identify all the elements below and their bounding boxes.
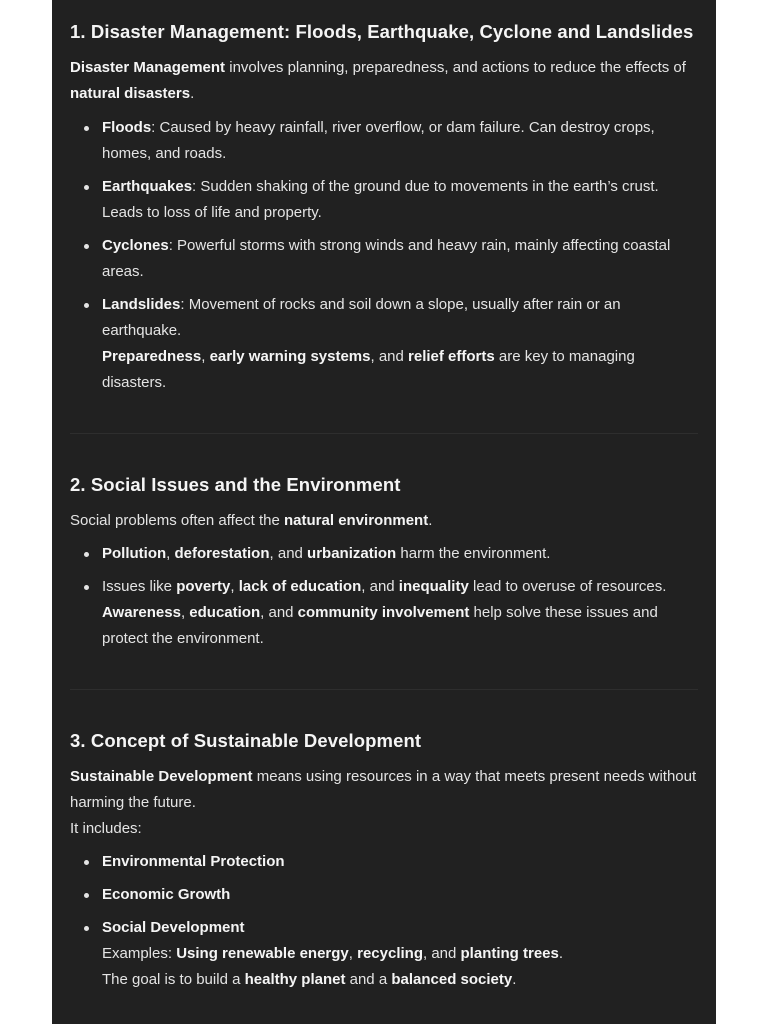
section-sustainable-development bbox=[70, 690, 698, 993]
social-key-note: Awareness, education, and community involvement help solve these issues and protect the environment. bbox=[102, 604, 658, 647]
examples-text: Examples: Using renewable energy, recycling, and planting trees. bbox=[102, 945, 564, 962]
section-1-title: 1. Disaster Management: Floods, Earthquake, Cyclone and Landslides bbox=[70, 21, 694, 42]
list-item-economic-growth: Economic Growth bbox=[102, 882, 698, 908]
section-disaster-management bbox=[70, 0, 698, 396]
list-item-landslides: Landslides: Movement of rocks and soil down a slope, usually after rain or an earthquake. Preparedness, early warning systems, and relief efforts are key to managing disasters. bbox=[102, 292, 698, 396]
includes-label: It includes: bbox=[70, 820, 142, 837]
section-3-intro: Sustainable Development means using resources in a way that meets present needs without harming the future. It includes: bbox=[70, 768, 697, 837]
list-item-earthquakes: Earthquakes: Sudden shaking of the ground due to movements in the earth’s crust. Leads to loss of life and property. bbox=[102, 174, 698, 226]
list-item-social-development: Social Development Examples: Using renewable energy, recycling, and planting trees. The goal is to build a healthy planet and a balanced society. bbox=[102, 915, 698, 993]
disaster-list bbox=[70, 115, 698, 396]
goal-text: The goal is to build a healthy planet and a balanced society. bbox=[102, 971, 517, 988]
disaster-key-note: Preparedness, early warning systems, and relief efforts are key to managing disasters. bbox=[102, 348, 635, 391]
section-social-issues bbox=[70, 434, 698, 652]
section-2-title: 2. Social Issues and the Environment bbox=[70, 474, 401, 495]
list-item-issues: Issues like poverty, lack of education, and inequality lead to overuse of resources. Awareness, education, and community involvement help solve these issues and protect the environment. bbox=[102, 574, 698, 652]
list-item-floods: Floods: Caused by heavy rainfall, river overflow, or dam failure. Can destroy crops, homes, and roads. bbox=[102, 115, 698, 167]
section-1-intro: Disaster Management involves planning, preparedness, and actions to reduce the effects of natural disasters. bbox=[70, 59, 686, 102]
list-item-cyclones: Cyclones: Powerful storms with strong winds and heavy rain, mainly affecting coastal areas. bbox=[102, 233, 698, 285]
content-panel bbox=[52, 0, 716, 1024]
list-item-environmental-protection: Environmental Protection bbox=[102, 849, 698, 875]
sustainability-list bbox=[70, 849, 698, 993]
section-2-intro: Social problems often affect the natural environment. bbox=[70, 512, 433, 529]
section-3-title: 3. Concept of Sustainable Development bbox=[70, 730, 422, 751]
list-item-pollution: Pollution, deforestation, and urbanization harm the environment. bbox=[102, 541, 698, 567]
social-issues-list bbox=[70, 541, 698, 652]
